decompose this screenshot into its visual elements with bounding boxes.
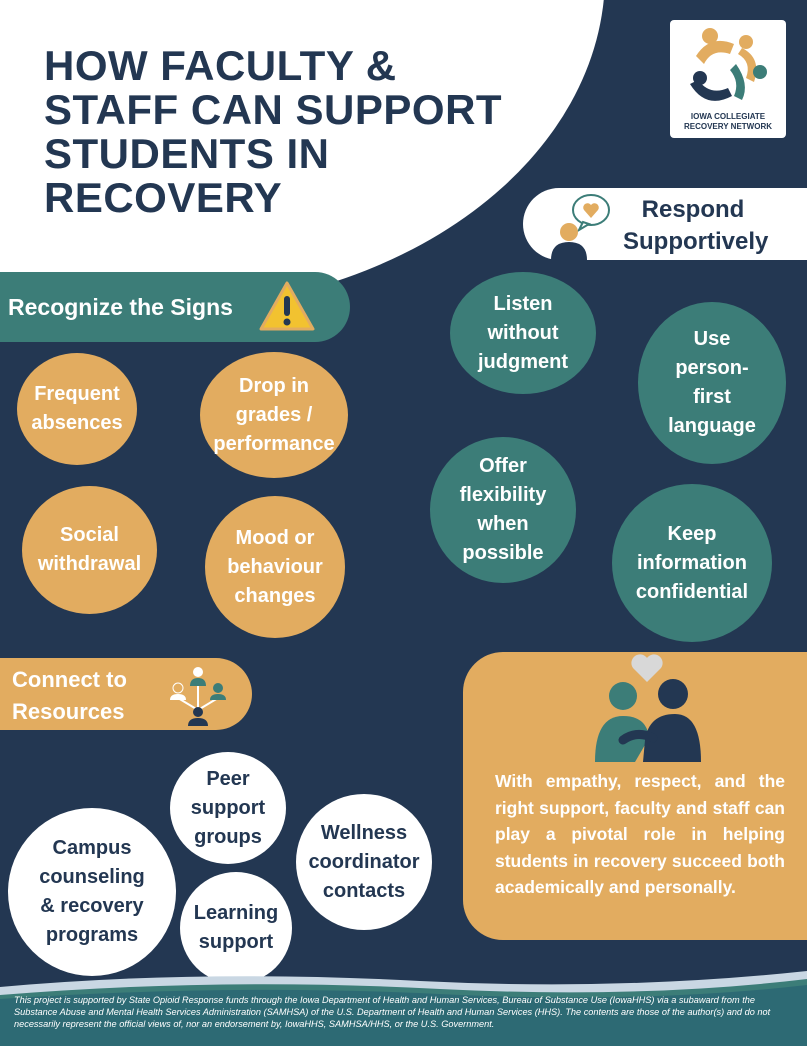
sign-drop-in-grades: Drop in grades / performance	[200, 352, 348, 478]
resource-learning-support: Learning support	[180, 872, 292, 984]
resource-wellness-coordinator: Wellness coordinator contacts	[296, 794, 432, 930]
logo	[670, 20, 786, 138]
action-offer-flexibility: Offer flexibility when possible	[430, 437, 576, 583]
sign-mood-changes: Mood or behaviour changes	[205, 496, 345, 638]
sign-social-withdrawal: Social withdrawal	[22, 486, 157, 614]
respond-heading: Respond Supportively	[623, 196, 769, 255]
warning-triangle-icon	[258, 280, 316, 332]
empathy-message: With empathy, respect, and the right support, faculty and staff can play a pivotal role in helping students in recovery succeed both academically and personally.	[495, 771, 785, 897]
empathy-card	[463, 652, 807, 940]
action-keep-confidential: Keep information confidential	[612, 484, 772, 642]
sign-frequent-absences: Frequent absences	[17, 353, 137, 465]
resource-campus-counseling: Campus counseling & recovery programs	[8, 808, 176, 976]
page-title: HOW FACULTY & STAFF CAN SUPPORT STUDENTS IN RECOVERY	[44, 42, 503, 221]
logo-text: IOWA COLLEGIATE RECOVERY NETWORK	[683, 112, 772, 131]
funding-disclaimer: This project is supported by State Opioid Response funds through the Iowa Department of Health and Human Services, Bureau of Substance Use (IowaHHS) via a subaward from the Substance Abuse and Mental Health Services Administration (SAMHSA) of the U.S. Department of Health and Human Services (HHS). The contents are those of the author(s) and do not necessarily represent the official views of, nor an endorsement by, IowaHHS, SAMHSA/HHS, or the U.S. Government.	[14, 995, 771, 1030]
people-circle-logo-icon	[680, 24, 776, 110]
two-people-heart-icon	[587, 654, 707, 764]
action-listen-without-judgment: Listen without judgment	[450, 272, 596, 394]
person-heart-bubble-icon	[545, 192, 617, 260]
respond-header	[523, 188, 807, 260]
network-people-icon	[166, 664, 230, 726]
action-person-first-language: Use person- first language	[638, 302, 786, 464]
connect-header	[0, 658, 252, 730]
resource-peer-support: Peer support groups	[170, 752, 286, 864]
recognize-header	[0, 272, 350, 342]
recognize-heading: Recognize the Signs	[8, 294, 233, 320]
connect-heading: Connect to Resources	[12, 667, 127, 724]
